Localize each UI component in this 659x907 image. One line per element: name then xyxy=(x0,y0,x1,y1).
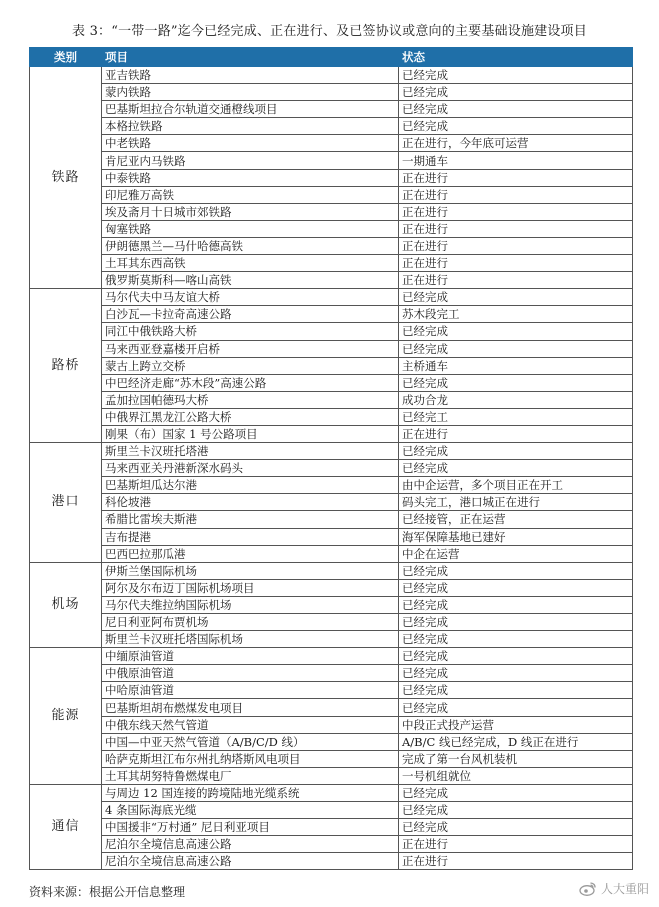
table-row xyxy=(30,802,633,819)
status-cell: 已经完成 xyxy=(399,118,633,135)
project-cell: 土耳其胡努特鲁燃煤电厂 xyxy=(102,767,399,784)
category-cell: 机场 xyxy=(30,562,102,647)
status-cell: 正在进行，今年底可运营 xyxy=(399,135,633,152)
project-cell: 与周边 12 国连接的跨境陆地光缆系统 xyxy=(102,784,399,801)
header-category: 类别 xyxy=(30,48,102,67)
status-cell: 已经完成 xyxy=(399,460,633,477)
status-cell: 已经完成 xyxy=(399,784,633,801)
table-row xyxy=(30,84,633,101)
weibo-icon xyxy=(579,881,597,896)
status-cell: 已经完成 xyxy=(399,802,633,819)
table-row xyxy=(30,443,633,460)
category-cell: 路桥 xyxy=(30,289,102,443)
project-cell: 俄罗斯莫斯科—喀山高铁 xyxy=(102,272,399,289)
table-row xyxy=(30,169,633,186)
project-cell: 伊斯兰堡国际机场 xyxy=(102,562,399,579)
status-cell: 一期通车 xyxy=(399,152,633,169)
table-row xyxy=(30,67,633,84)
project-cell: 马尔代夫中马友谊大桥 xyxy=(102,289,399,306)
status-cell: 正在进行 xyxy=(399,169,633,186)
table-row xyxy=(30,203,633,220)
source-note: 资料来源：根据公开信息整理 xyxy=(29,885,186,899)
project-cell: 亚吉铁路 xyxy=(102,67,399,84)
status-cell: 已经完成 xyxy=(399,819,633,836)
status-cell: 正在进行 xyxy=(399,203,633,220)
watermark xyxy=(579,880,649,897)
table-row xyxy=(30,186,633,203)
table-row xyxy=(30,562,633,579)
table-row xyxy=(30,750,633,767)
status-cell: 已经完成 xyxy=(399,67,633,84)
table-row xyxy=(30,528,633,545)
table-row xyxy=(30,152,633,169)
category-cell: 能源 xyxy=(30,648,102,785)
status-cell: 由中企运营，多个项目正在开工 xyxy=(399,477,633,494)
status-cell: 正在进行 xyxy=(399,272,633,289)
table-row xyxy=(30,118,633,135)
table-row xyxy=(30,853,633,870)
table-row xyxy=(30,340,633,357)
project-cell: 同江中俄铁路大桥 xyxy=(102,323,399,340)
project-cell: 巴基斯坦瓜达尔港 xyxy=(102,477,399,494)
project-cell: 巴基斯坦拉合尔轨道交通橙线项目 xyxy=(102,101,399,118)
table-row xyxy=(30,391,633,408)
status-cell: 已经完成 xyxy=(399,648,633,665)
status-cell: 正在进行 xyxy=(399,186,633,203)
project-cell: 4 条国际海底光缆 xyxy=(102,802,399,819)
project-cell: 科伦坡港 xyxy=(102,494,399,511)
project-cell: 巴西巴拉那瓜港 xyxy=(102,545,399,562)
status-cell: 中企在运营 xyxy=(399,545,633,562)
project-cell: 中哈原油管道 xyxy=(102,682,399,699)
table-row xyxy=(30,682,633,699)
table-row xyxy=(30,425,633,442)
status-cell: 已经完成 xyxy=(399,631,633,648)
table-row xyxy=(30,357,633,374)
project-cell: 尼泊尔全境信息高速公路 xyxy=(102,836,399,853)
table-row xyxy=(30,648,633,665)
project-cell: 中泰铁路 xyxy=(102,169,399,186)
project-cell: 中国援非“万村通” 尼日利亚项目 xyxy=(102,819,399,836)
project-cell: 阿尔及尔布迈丁国际机场项目 xyxy=(102,579,399,596)
table-row xyxy=(30,272,633,289)
header-status: 状态 xyxy=(399,48,633,67)
table-row xyxy=(30,220,633,237)
status-cell: 正在进行 xyxy=(399,255,633,272)
table-row xyxy=(30,699,633,716)
status-cell: 正在进行 xyxy=(399,836,633,853)
status-cell: 已经完成 xyxy=(399,682,633,699)
header-project: 项目 xyxy=(102,48,399,67)
table-row xyxy=(30,101,633,118)
project-cell: 伊朗德黑兰—马什哈德高铁 xyxy=(102,237,399,254)
category-cell: 通信 xyxy=(30,784,102,869)
status-cell: 已经完成 xyxy=(399,289,633,306)
project-cell: 巴基斯坦胡布燃煤发电项目 xyxy=(102,699,399,716)
table-row xyxy=(30,545,633,562)
project-cell: 斯里兰卡汉班托塔国际机场 xyxy=(102,631,399,648)
project-cell: 印尼雅万高铁 xyxy=(102,186,399,203)
table-row xyxy=(30,511,633,528)
table-row xyxy=(30,767,633,784)
project-cell: 白沙瓦—卡拉奇高速公路 xyxy=(102,306,399,323)
status-cell: A/B/C 线已经完成，D 线正在进行 xyxy=(399,733,633,750)
table-row xyxy=(30,836,633,853)
category-cell: 铁路 xyxy=(30,67,102,289)
table-row xyxy=(30,289,633,306)
category-cell: 港口 xyxy=(30,443,102,563)
project-cell: 中俄东线天然气管道 xyxy=(102,716,399,733)
table-row xyxy=(30,733,633,750)
project-cell: 尼泊尔全境信息高速公路 xyxy=(102,853,399,870)
project-cell: 中俄界江黑龙江公路大桥 xyxy=(102,408,399,425)
project-cell: 中巴经济走廊“苏木段”高速公路 xyxy=(102,374,399,391)
status-cell: 正在进行 xyxy=(399,237,633,254)
project-cell: 马来西亚关丹港新深水码头 xyxy=(102,460,399,477)
table-row xyxy=(30,614,633,631)
table-row xyxy=(30,477,633,494)
table-row xyxy=(30,596,633,613)
table-row xyxy=(30,255,633,272)
infrastructure-table xyxy=(29,47,633,870)
table-body xyxy=(30,67,633,870)
table-row xyxy=(30,784,633,801)
status-cell: 苏木段完工 xyxy=(399,306,633,323)
table-row xyxy=(30,494,633,511)
project-cell: 哈萨克斯坦江布尔州扎纳塔斯风电项目 xyxy=(102,750,399,767)
project-cell: 中老铁路 xyxy=(102,135,399,152)
project-cell: 蒙内铁路 xyxy=(102,84,399,101)
status-cell: 正在进行 xyxy=(399,220,633,237)
table-row xyxy=(30,460,633,477)
status-cell: 成功合龙 xyxy=(399,391,633,408)
status-cell: 已经完成 xyxy=(399,374,633,391)
table-row xyxy=(30,579,633,596)
status-cell: 已经完成 xyxy=(399,665,633,682)
status-cell: 已经完成 xyxy=(399,323,633,340)
status-cell: 已经完成 xyxy=(399,562,633,579)
table-row xyxy=(30,306,633,323)
project-cell: 本格拉铁路 xyxy=(102,118,399,135)
table-row xyxy=(30,716,633,733)
table-header-row xyxy=(30,48,633,67)
table-row xyxy=(30,237,633,254)
status-cell: 完成了第一台风机装机 xyxy=(399,750,633,767)
status-cell: 已经接管，正在运营 xyxy=(399,511,633,528)
project-cell: 匈塞铁路 xyxy=(102,220,399,237)
status-cell: 已经完成 xyxy=(399,699,633,716)
project-cell: 刚果（布）国家 1 号公路项目 xyxy=(102,425,399,442)
status-cell: 已经完工 xyxy=(399,408,633,425)
status-cell: 主桥通车 xyxy=(399,357,633,374)
status-cell: 已经完成 xyxy=(399,340,633,357)
project-cell: 尼日利亚阿布贾机场 xyxy=(102,614,399,631)
table-row xyxy=(30,323,633,340)
status-cell: 已经完成 xyxy=(399,614,633,631)
project-cell: 蒙古上跨立交桥 xyxy=(102,357,399,374)
table-row xyxy=(30,135,633,152)
project-cell: 孟加拉国帕德玛大桥 xyxy=(102,391,399,408)
table-row xyxy=(30,631,633,648)
project-cell: 马来西亚登嘉楼开启桥 xyxy=(102,340,399,357)
status-cell: 海军保障基地已建好 xyxy=(399,528,633,545)
project-cell: 中缅原油管道 xyxy=(102,648,399,665)
status-cell: 已经完成 xyxy=(399,101,633,118)
status-cell: 中段正式投产运营 xyxy=(399,716,633,733)
project-cell: 希腊比雷埃夫斯港 xyxy=(102,511,399,528)
watermark-text: 人大重阳 xyxy=(600,882,649,896)
project-cell: 中国—中亚天然气管道（A/B/C/D 线） xyxy=(102,733,399,750)
status-cell: 已经完成 xyxy=(399,84,633,101)
status-cell: 一号机组就位 xyxy=(399,767,633,784)
status-cell: 已经完成 xyxy=(399,596,633,613)
status-cell: 正在进行 xyxy=(399,853,633,870)
project-cell: 马尔代夫维拉纳国际机场 xyxy=(102,596,399,613)
project-cell: 肯尼亚内马铁路 xyxy=(102,152,399,169)
status-cell: 码头完工，港口城正在进行 xyxy=(399,494,633,511)
project-cell: 中俄原油管道 xyxy=(102,665,399,682)
status-cell: 已经完成 xyxy=(399,579,633,596)
project-cell: 土耳其东西高铁 xyxy=(102,255,399,272)
table-row xyxy=(30,819,633,836)
status-cell: 已经完成 xyxy=(399,443,633,460)
project-cell: 吉布提港 xyxy=(102,528,399,545)
table-row xyxy=(30,374,633,391)
table-row xyxy=(30,408,633,425)
project-cell: 埃及斋月十日城市郊铁路 xyxy=(102,203,399,220)
table-row xyxy=(30,665,633,682)
status-cell: 正在进行 xyxy=(399,425,633,442)
project-cell: 斯里兰卡汉班托塔港 xyxy=(102,443,399,460)
table-title: 表 3：“一带一路”迄今已经完成、正在进行、及已签协议或意向的主要基础设施建设项目 xyxy=(72,24,587,39)
